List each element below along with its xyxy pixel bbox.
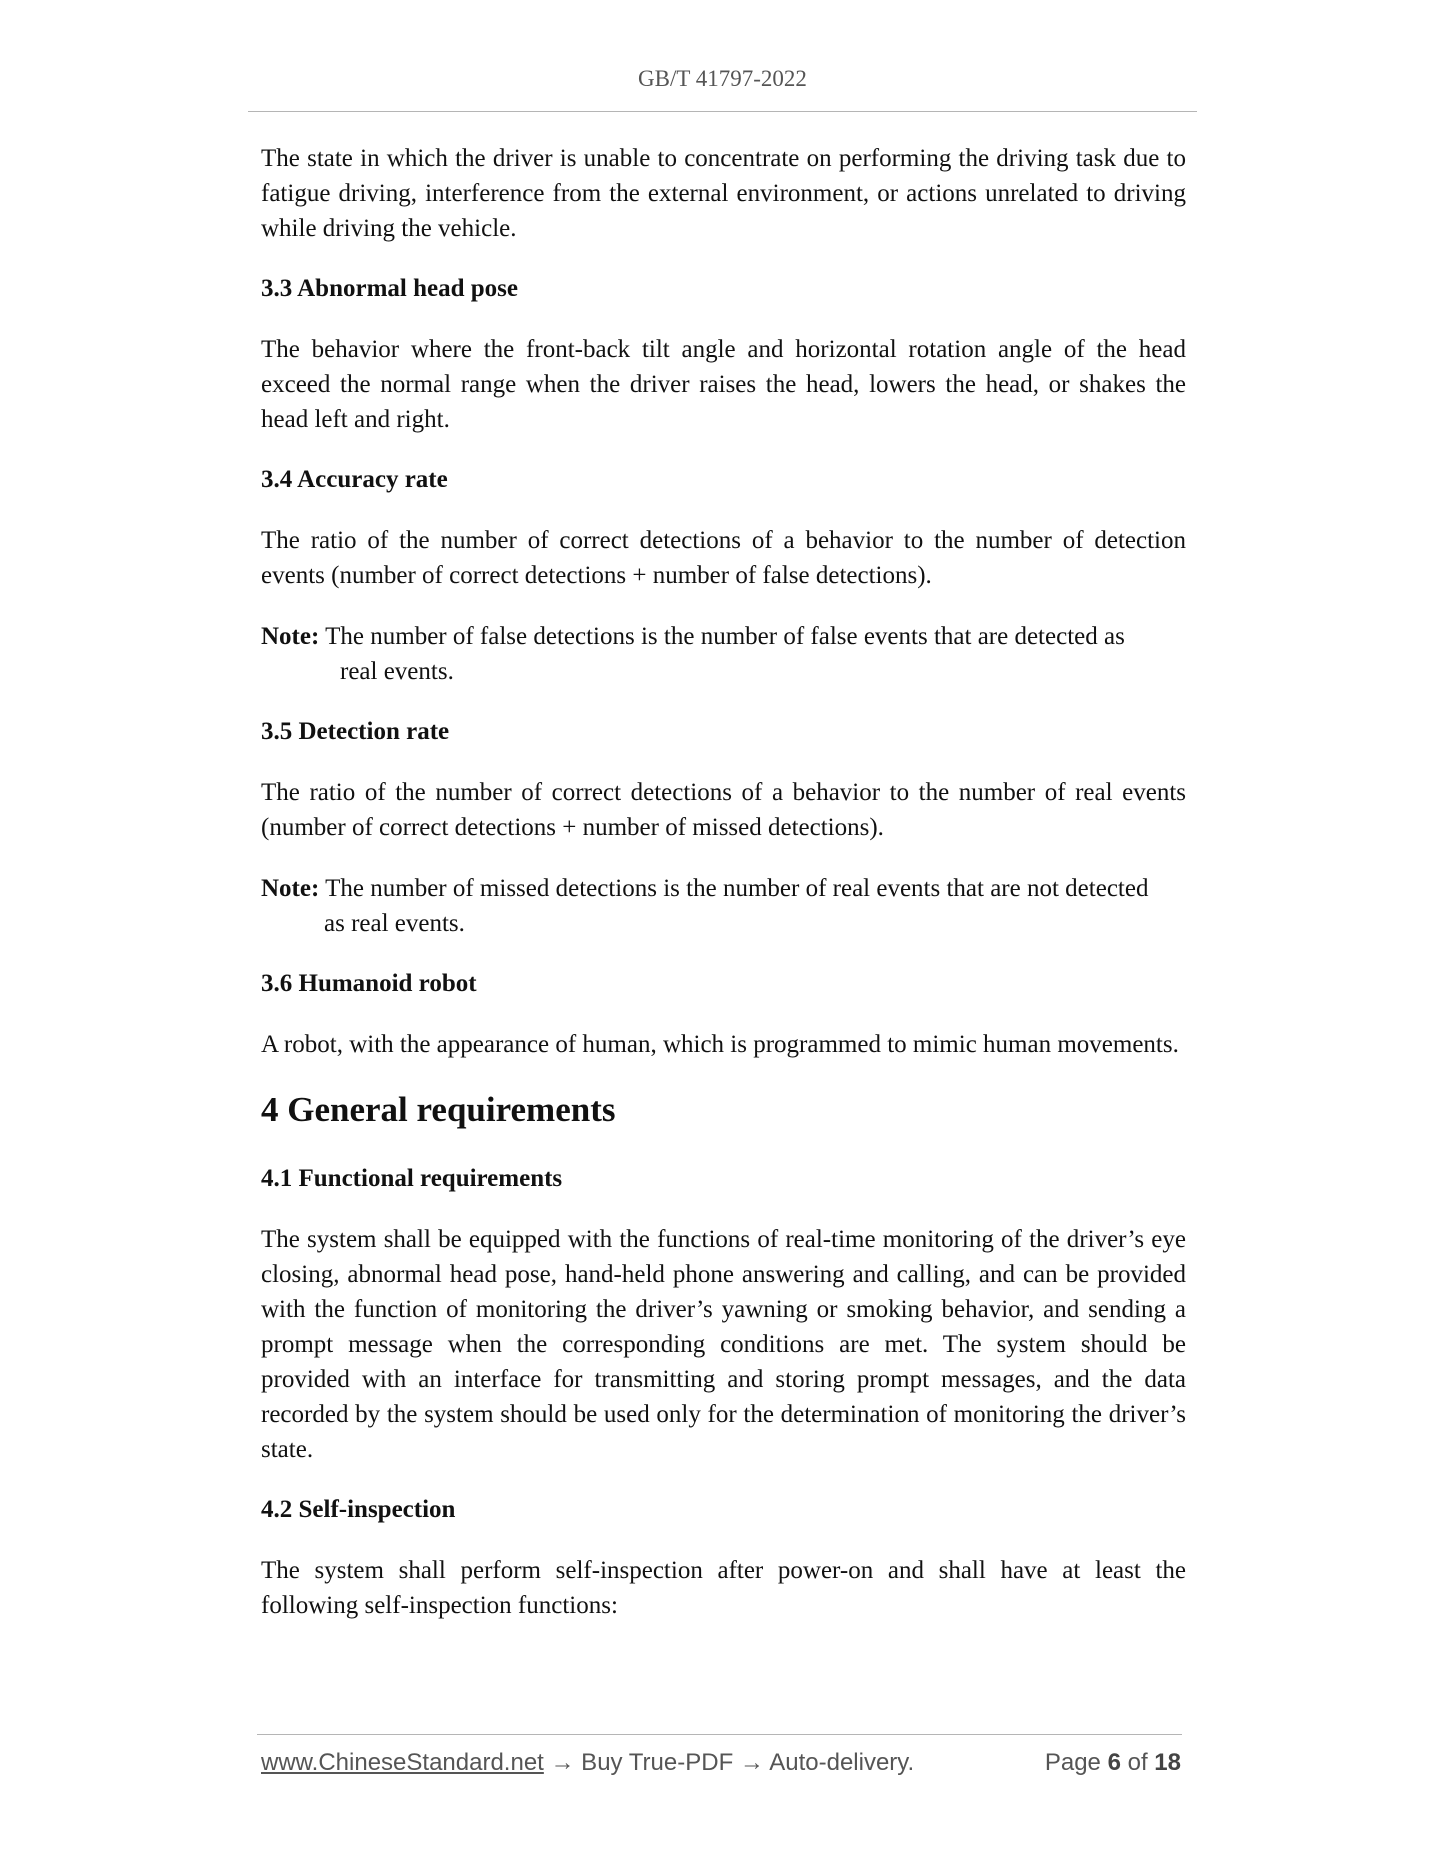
heading-3-4: 3.4 Accuracy rate xyxy=(261,466,448,493)
distraction-definition: The state in which the driver is unable to concentrate on performing the driving task due to fatigue driving, interference from the external environment, or actions unrelated to driving while driving the vehicle. xyxy=(261,145,1186,242)
note-label: Note: xyxy=(261,623,320,650)
self-inspection-text: The system shall perform self-inspection after power-on and shall have at least the following self-inspection functions: xyxy=(261,1557,1186,1619)
detection-rate-definition: The ratio of the number of correct detections of a behavior to the number of real events (number of correct detections + number of missed detections). xyxy=(261,779,1186,841)
footer-divider xyxy=(257,1734,1182,1735)
page-number xyxy=(1045,1749,1181,1777)
page-footer xyxy=(261,1749,1181,1777)
of-label: of xyxy=(1127,1749,1148,1776)
website-link[interactable]: www.ChineseStandard.net xyxy=(261,1749,544,1776)
functional-requirements-text: The system shall be equipped with the functions of real-time monitoring of the driver’s eye closing, abnormal head pose, hand-held phone answering and calling, and can be provided with the function of monitoring the driver’s yawning or smoking behavior, and sending a prompt message when the corresponding conditions are met. The system should be provided with an interface for transmitting and storing prompt messages, and the data recorded by the system should be used only for the determination of monitoring the driver’s state. xyxy=(261,1226,1186,1463)
accuracy-rate-definition: The ratio of the number of correct detections of a behavior to the number of detection events (number of correct detections + number of false detections). xyxy=(261,527,1186,589)
note-3-4 xyxy=(261,619,1186,689)
note-label: Note: xyxy=(261,875,320,902)
page-current: 6 xyxy=(1107,1749,1121,1776)
abnormal-head-pose-definition: The behavior where the front-back tilt angle and horizontal rotation angle of the head exceed the normal range when the driver raises the head, lowers the head, or shakes the head left and right. xyxy=(261,336,1186,433)
note-line-1: The number of missed detections is the number of real events that are not detected xyxy=(325,875,1149,902)
heading-3-5: 3.5 Detection rate xyxy=(261,718,450,745)
standard-code-header: GB/T 41797-2022 xyxy=(638,66,807,91)
note-line-2: as real events. xyxy=(324,910,465,937)
page-label: Page xyxy=(1044,1749,1101,1776)
note-line-1: The number of false detections is the number of false events that are detected as xyxy=(325,623,1125,650)
page-content xyxy=(261,141,1186,1649)
heading-3-6: 3.6 Humanoid robot xyxy=(261,970,477,997)
note-line-2: real events. xyxy=(340,658,454,685)
humanoid-robot-definition: A robot, with the appearance of human, which is programmed to mimic human movements. xyxy=(261,1031,1179,1058)
heading-4: 4 General requirements xyxy=(261,1090,616,1129)
heading-4-1: 4.1 Functional requirements xyxy=(261,1165,563,1192)
heading-3-3: 3.3 Abnormal head pose xyxy=(261,275,518,302)
promo-text: → Buy True-PDF → Auto-delivery. xyxy=(550,1749,915,1776)
note-3-5 xyxy=(261,871,1186,941)
heading-4-2: 4.2 Self-inspection xyxy=(261,1496,456,1523)
header-divider xyxy=(248,111,1197,112)
page-total: 18 xyxy=(1154,1749,1181,1776)
